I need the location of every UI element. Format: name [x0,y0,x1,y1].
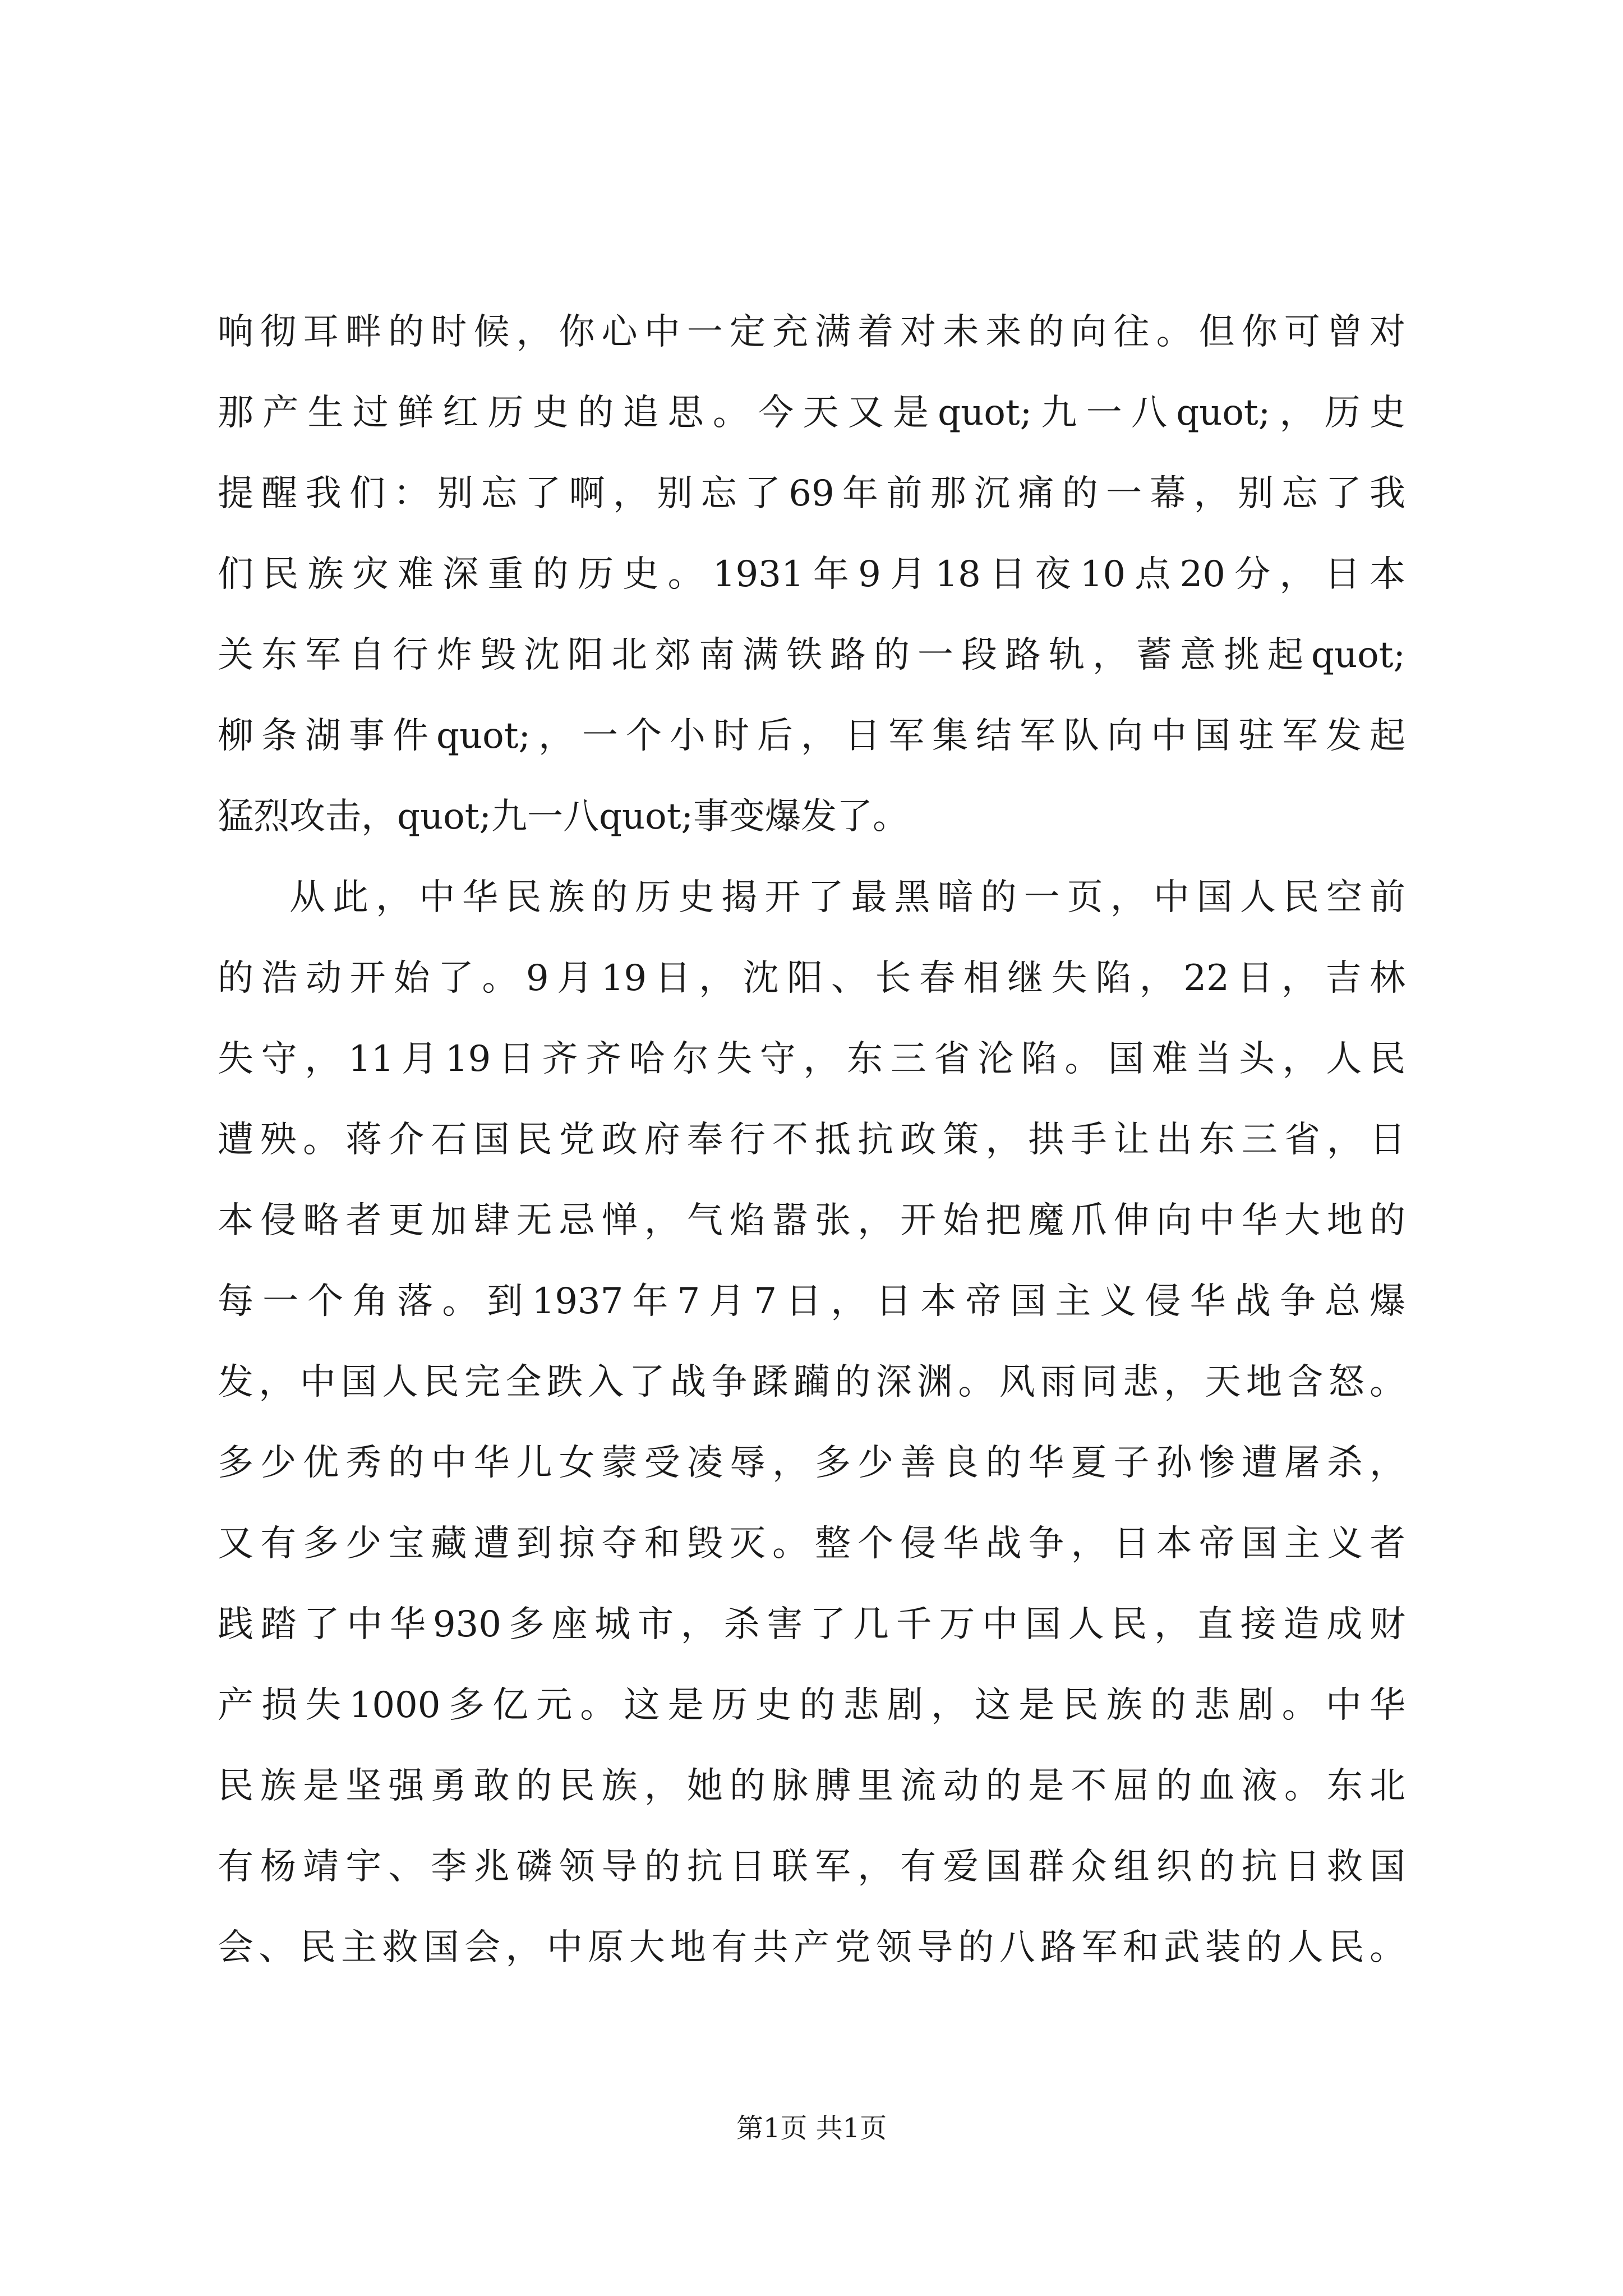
text-line: 失守，11月19日齐齐哈尔失守，东三省沦陷。国难当头，人民 [218,1038,1405,1080]
text-line: 有杨靖宇、李兆磷领导的抗日联军，有爱国群众组织的抗日救国 [218,1846,1405,1888]
text-line: 提醒我们：别忘了啊，别忘了69年前那沉痛的一幕，别忘了我 [218,473,1405,514]
text-line: 关东军自行炸毁沈阳北郊南满铁路的一段路轨，蓄意挑起quot; [218,634,1405,676]
text-line: 民族是坚强勇敢的民族，她的脉膊里流动的是不屈的血液。东北 [218,1765,1405,1807]
text-line: 猛烈攻击，quot;九一八quot;事变爆发了。 [218,796,909,838]
body-text [218,292,1405,1988]
text-line: 遭殃。蒋介石国民党政府奉行不抵抗政策，拱手让出东三省，日 [218,1119,1405,1161]
text-line: 践踏了中华930多座城市，杀害了几千万中国人民，直接造成财 [218,1604,1405,1645]
paragraph-first-line: 从此，中华民族的历史揭开了最黑暗的一页，中国人民空前 [289,877,1405,918]
text-line: 们民族灾难深重的历史。1931年9月18日夜10点20分，日本 [218,554,1405,595]
text-line: 多少优秀的中华儿女蒙受凌辱，多少善良的华夏子孙惨遭屠杀， [218,1442,1405,1484]
text-line: 产损失1000多亿元。这是历史的悲剧，这是民族的悲剧。中华 [218,1685,1405,1726]
text-line: 的浩动开始了。9月19日，沈阳、长春相继失陷，22日，吉林 [218,958,1405,999]
text-line: 柳条湖事件quot;，一个小时后，日军集结军队向中国驻军发起 [218,715,1405,757]
text-line: 那产生过鲜红历史的追思。今天又是quot;九一八quot;，历史 [218,392,1405,434]
page-footer: 第1页 共1页 [736,2113,887,2144]
text-line: 又有多少宝藏遭到掠夺和毁灭。整个侵华战争，日本帝国主义者 [218,1523,1405,1565]
text-line: 响彻耳畔的时候，你心中一定充满着对未来的向往。但你可曾对 [218,311,1405,353]
text-line: 本侵略者更加肆无忌惮，气焰嚣张，开始把魔爪伸向中华大地的 [218,1200,1405,1241]
text-line: 会、民主救国会，中原大地有共产党领导的八路军和武装的人民。 [218,1927,1405,1968]
text-line: 每一个角落。到1937年7月7日，日本帝国主义侵华战争总爆 [218,1281,1405,1322]
text-line: 发，中国人民完全跌入了战争蹂躏的深渊。风雨同悲，天地含怒。 [218,1361,1405,1403]
